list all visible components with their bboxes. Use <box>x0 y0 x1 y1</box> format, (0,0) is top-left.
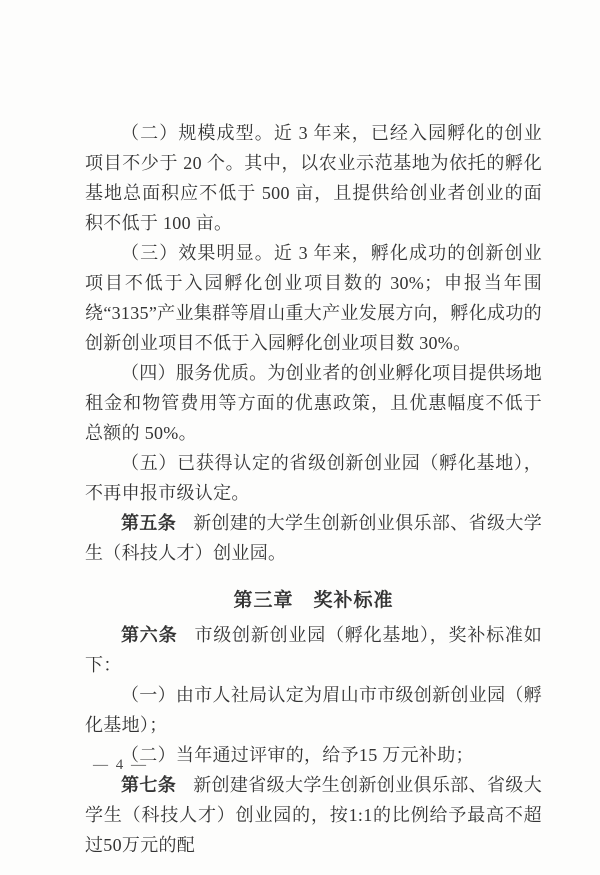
article-5-label: 第五条 <box>121 513 177 533</box>
article-6 <box>85 620 542 680</box>
paragraph-text: （四）服务优质。为创业者的创业孵化项目提供场地租金和物管费用等方面的优惠政策，且优惠幅度不低于总额的 50%。 <box>85 363 542 443</box>
chapter-heading-text: 第三章 奖补标准 <box>233 590 394 611</box>
paragraph-item-2 <box>85 118 542 238</box>
article-6-label: 第六条 <box>121 625 178 645</box>
paragraph-item-5 <box>85 448 542 508</box>
paragraph-item-4 <box>85 358 542 448</box>
chapter-heading <box>85 586 542 616</box>
paragraph-text: （五）已获得认定的省级创新创业园（孵化基地），不再申报市级认定。 <box>85 453 542 503</box>
article-7-label: 第七条 <box>121 775 177 795</box>
paragraph-item-3 <box>85 238 542 358</box>
paragraph-item-6-1 <box>85 680 542 740</box>
paragraph-text: （二）规模成型。近 3 年来，已经入园孵化的创业项目不少于 20 个。其中，以农业示范基地为依托的孵化基地总面积应不低于 500 亩，且提供给创业者创业的面积不低于 100 亩。 <box>85 123 542 233</box>
paragraph-text: （一）由市人社局认定为眉山市市级创新创业园（孵化基地）； <box>85 685 542 735</box>
paragraph-item-6-2 <box>85 740 542 770</box>
paragraph-text: 新创建省级大学生创新创业俱乐部、省级大学生（科技人才）创业园的，按1:1的比例给予最高不超过50万元的配 <box>85 775 542 855</box>
paragraph-text: （二）当年通过评审的，给予15 万元补助； <box>121 745 474 765</box>
paragraph-text: 市级创新创业园（孵化基地），奖补标准如下： <box>85 625 542 675</box>
article-5 <box>85 508 542 568</box>
paragraph-text: （三）效果明显。近 3 年来，孵化成功的创新创业项目不低于入园孵化创业项目数的 30%；申报当年围绕“3135”产业集群等眉山重大产业发展方向，孵化成功的创新创业项目不低于入园孵化创业项目数 30%。 <box>85 243 542 353</box>
page-number: — 4 — <box>93 757 148 773</box>
paragraph-text: 新创建的大学生创新创业俱乐部、省级大学生（科技人才）创业园。 <box>85 513 542 563</box>
article-7 <box>85 770 542 860</box>
